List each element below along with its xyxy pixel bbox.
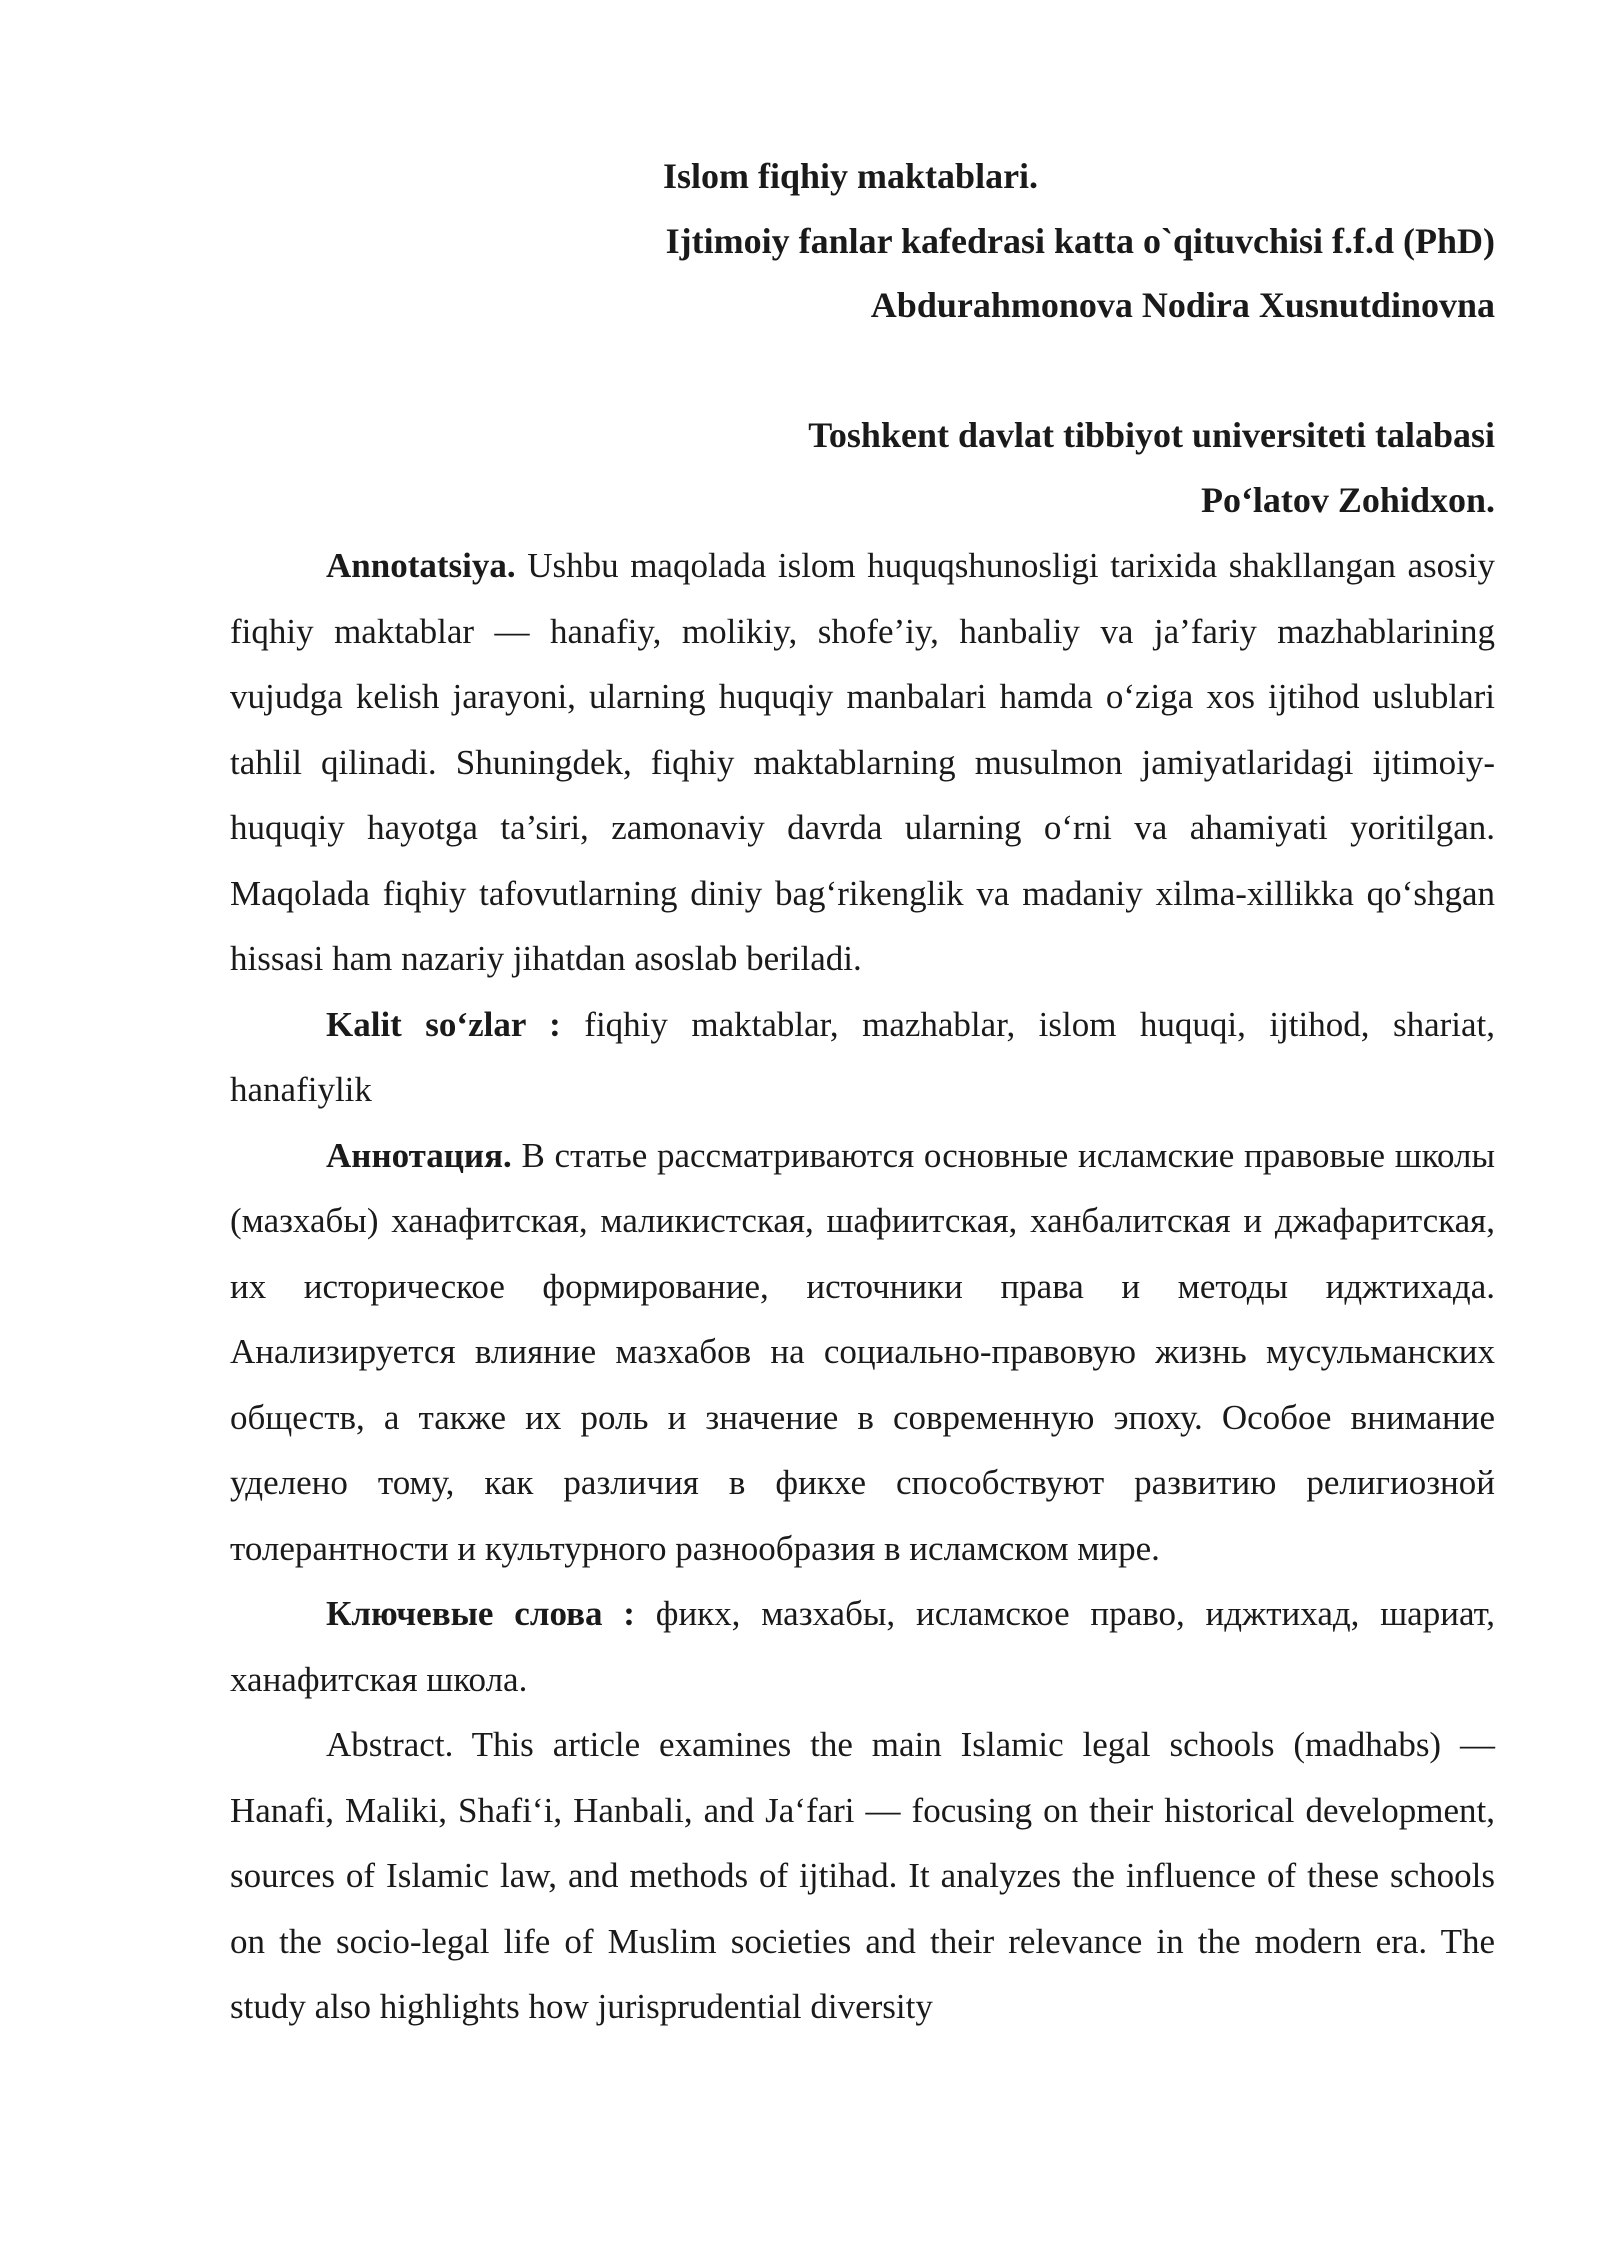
abstract-ru-text: В статье рассматриваются основные исламские правовые школы (мазхабы) ханафитская, маликистская, шафиитская, ханбалитская и джафаритская, их историческое формирование, источники права и методы иджтихада. Анализируется влияние мазхабов на социально-правовую жизнь мусульманских обществ, а также их роль и значение в современную эпоху. Особое внимание уделено тому, как различия в фикхе способствуют развитию религиозной толерантности и культурного разнообразия в исламском мире. bbox=[230, 1135, 1495, 1568]
author1-position: Ijtimoiy fanlar kafedrasi katta o`qituvchisi f.f.d (PhD) bbox=[665, 221, 1495, 261]
author1-name: Abdurahmonova Nodira Xusnutdinovna bbox=[870, 285, 1495, 325]
abstract-uz-label: Annotatsiya. bbox=[326, 546, 516, 585]
abstract-uz bbox=[230, 533, 1495, 992]
keywords-uz bbox=[230, 992, 1495, 1123]
keywords-uz-text: fiqhiy maktablar, mazhablar, islom huquqi, ijtihod, shariat, hanafiylik bbox=[230, 1004, 1495, 1109]
abstract-en-text: Abstract. This article examines the main Islamic legal schools (madhabs) — Hanafi, Maliki, Shafi‘i, Hanbali, and Ja‘fari — focusing on their historical development, sources of Islamic law, and methods of ijtihad. It analyzes the influence of these schools on the socio-legal life of Muslim societies and their relevance in the modern era. The study also highlights how jurisprudential diversity bbox=[230, 1725, 1495, 2026]
abstract-ru bbox=[230, 1123, 1495, 1582]
author2-position: Toshkent davlat tibbiyot universiteti talabasi bbox=[808, 415, 1495, 455]
keywords-uz-label: Kalit so‘zlar : bbox=[326, 1004, 561, 1044]
abstract-uz-text: Ushbu maqolada islom huquqshunosligi tarixida shakllangan asosiy fiqhiy maktablar — hanafiy, molikiy, shofe’iy, hanbaliy va ja’fariy mazhablarining vujudga kelish jarayoni, ularning huquqiy manbalari hamda o‘ziga xos ijtihod uslublari tahlil qilinadi. Shuningdek, fiqhiy maktablarning musulmon jamiyatlaridagi ijtimoiy-huquqiy hayotga ta’siri, zamonaviy davrda ularning o‘rni va ahamiyati yoritilgan. Maqolada fiqhiy tafovutlarning diniy bag‘rikenglik va madaniy xilma-xillikka qo‘shgan hissasi ham nazariy jihatdan asoslab beriladi. bbox=[230, 546, 1495, 978]
keywords-ru bbox=[230, 1581, 1495, 1712]
keywords-ru-label: Ключевые слова : bbox=[326, 1594, 635, 1633]
article-title: Islom fiqhiy maktablari. bbox=[663, 156, 1039, 196]
abstract-ru-label: Аннотация. bbox=[326, 1135, 512, 1175]
author2-name: Po‘latov Zohidxon. bbox=[1200, 480, 1495, 520]
abstract-en bbox=[230, 1712, 1495, 2040]
keywords-ru-text: фикх, мазхабы, исламское право, иджтихад, шариат, ханафитская школа. bbox=[230, 1594, 1495, 1699]
article-body bbox=[230, 533, 1495, 2040]
